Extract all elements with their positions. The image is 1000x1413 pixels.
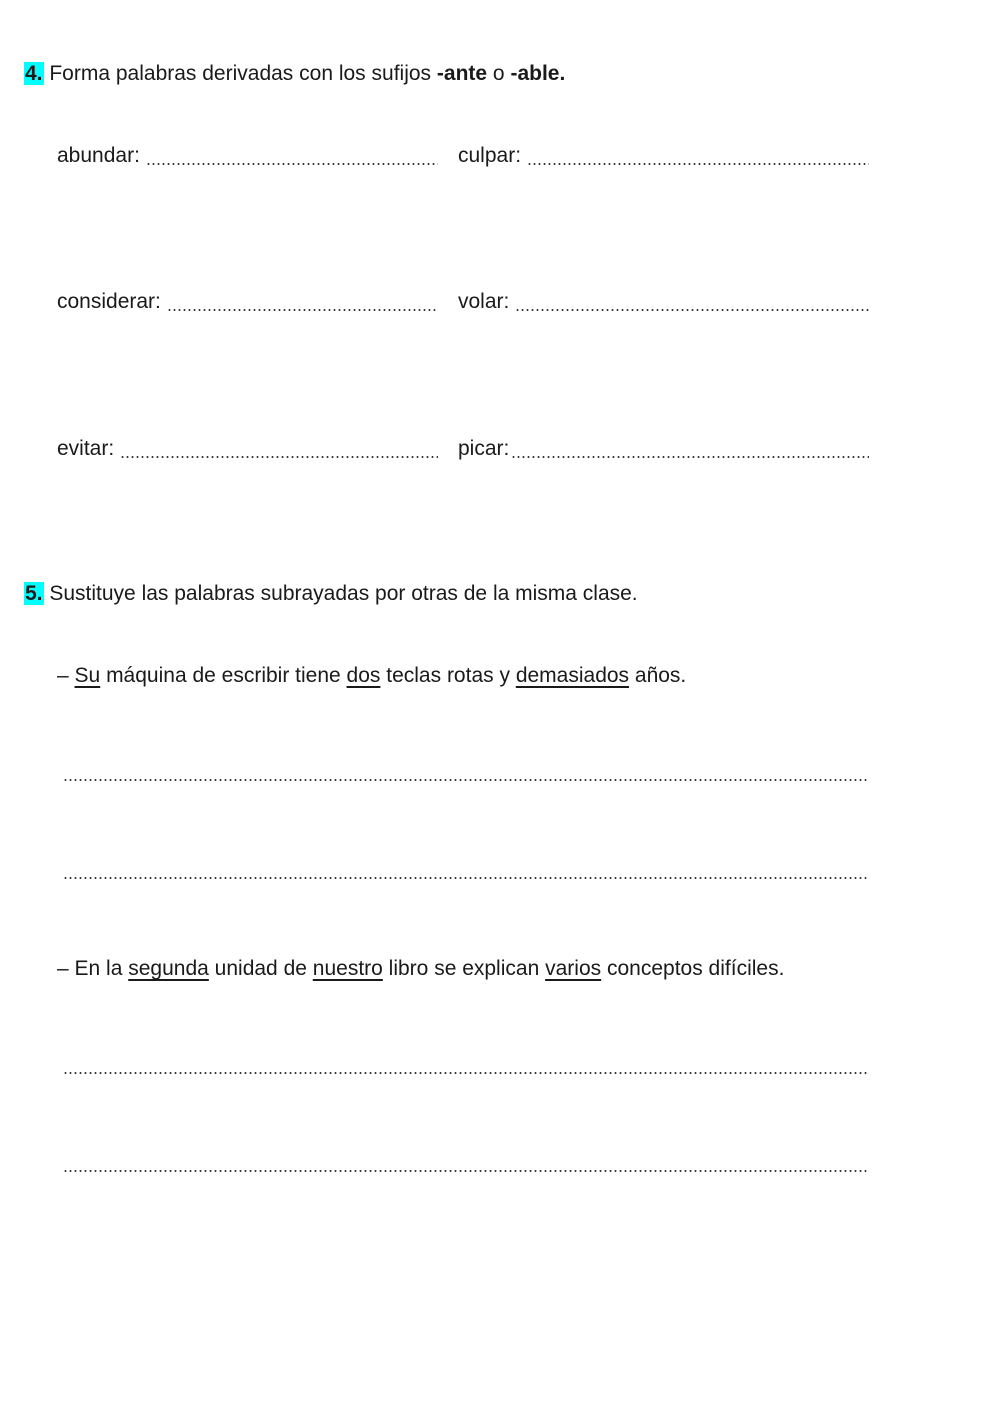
sentence-1-text-2: teclas rotas y xyxy=(386,664,510,687)
field-evitar[interactable] xyxy=(57,436,438,462)
field-picar[interactable] xyxy=(458,436,869,462)
suffix-connector: o xyxy=(492,62,505,85)
sentence-2-text-2: libro se explican xyxy=(388,957,540,980)
sentence-1-text-3: años. xyxy=(634,664,687,687)
exercise-5-instruction xyxy=(24,581,638,607)
field-volar-answer-line[interactable] xyxy=(515,309,869,311)
sentence-1-text-1: máquina de escribir tiene xyxy=(106,664,341,687)
field-abundar-label: abundar: xyxy=(57,144,140,167)
field-culpar-label: culpar: xyxy=(458,144,522,167)
underlined-word-varios: varios xyxy=(545,957,602,980)
underlined-word-dos: dos xyxy=(346,664,381,687)
sentence-2-answer-line-1[interactable] xyxy=(63,1072,869,1074)
field-volar-label: volar: xyxy=(458,290,510,313)
sentence-1 xyxy=(57,663,686,689)
field-abundar-answer-line[interactable] xyxy=(146,163,438,165)
field-evitar-label: evitar: xyxy=(57,437,115,460)
field-picar-answer-line[interactable] xyxy=(511,456,869,458)
suffix-ante: -ante xyxy=(436,62,488,85)
suffix-able: -able. xyxy=(510,62,566,85)
exercise-5-number: 5. xyxy=(25,582,43,605)
sentence-2-dash: – xyxy=(57,957,69,980)
field-considerar[interactable] xyxy=(57,289,438,315)
underlined-word-nuestro: nuestro xyxy=(312,957,383,980)
field-considerar-answer-line[interactable] xyxy=(167,309,438,311)
exercise-4-instruction xyxy=(24,61,565,87)
field-abundar[interactable] xyxy=(57,143,438,169)
sentence-2-text-0: En la xyxy=(74,957,123,980)
field-culpar-answer-line[interactable] xyxy=(527,163,869,165)
sentence-2-answer-line-2[interactable] xyxy=(63,1170,869,1172)
sentence-1-answer-line-2[interactable] xyxy=(63,877,869,879)
sentence-2-text-1: unidad de xyxy=(214,957,307,980)
sentence-2 xyxy=(57,956,784,982)
underlined-word-segunda: segunda xyxy=(128,957,209,980)
field-culpar[interactable] xyxy=(458,143,869,169)
field-volar[interactable] xyxy=(458,289,869,315)
sentence-2-text-3: conceptos difíciles. xyxy=(606,957,785,980)
sentence-1-dash: – xyxy=(57,664,69,687)
underlined-word-demasiados: demasiados xyxy=(515,664,630,687)
field-considerar-label: considerar: xyxy=(57,290,161,313)
underlined-word-su: Su xyxy=(74,664,101,687)
field-evitar-answer-line[interactable] xyxy=(120,456,438,458)
sentence-1-answer-line-1[interactable] xyxy=(63,779,869,781)
exercise-4-instruction-text: Forma palabras derivadas con los sufijos xyxy=(49,62,432,85)
exercise-4-number: 4. xyxy=(25,62,43,85)
exercise-5-instruction-text: Sustituye las palabras subrayadas por otras de la misma clase. xyxy=(49,582,638,605)
field-picar-label: picar: xyxy=(458,437,510,460)
